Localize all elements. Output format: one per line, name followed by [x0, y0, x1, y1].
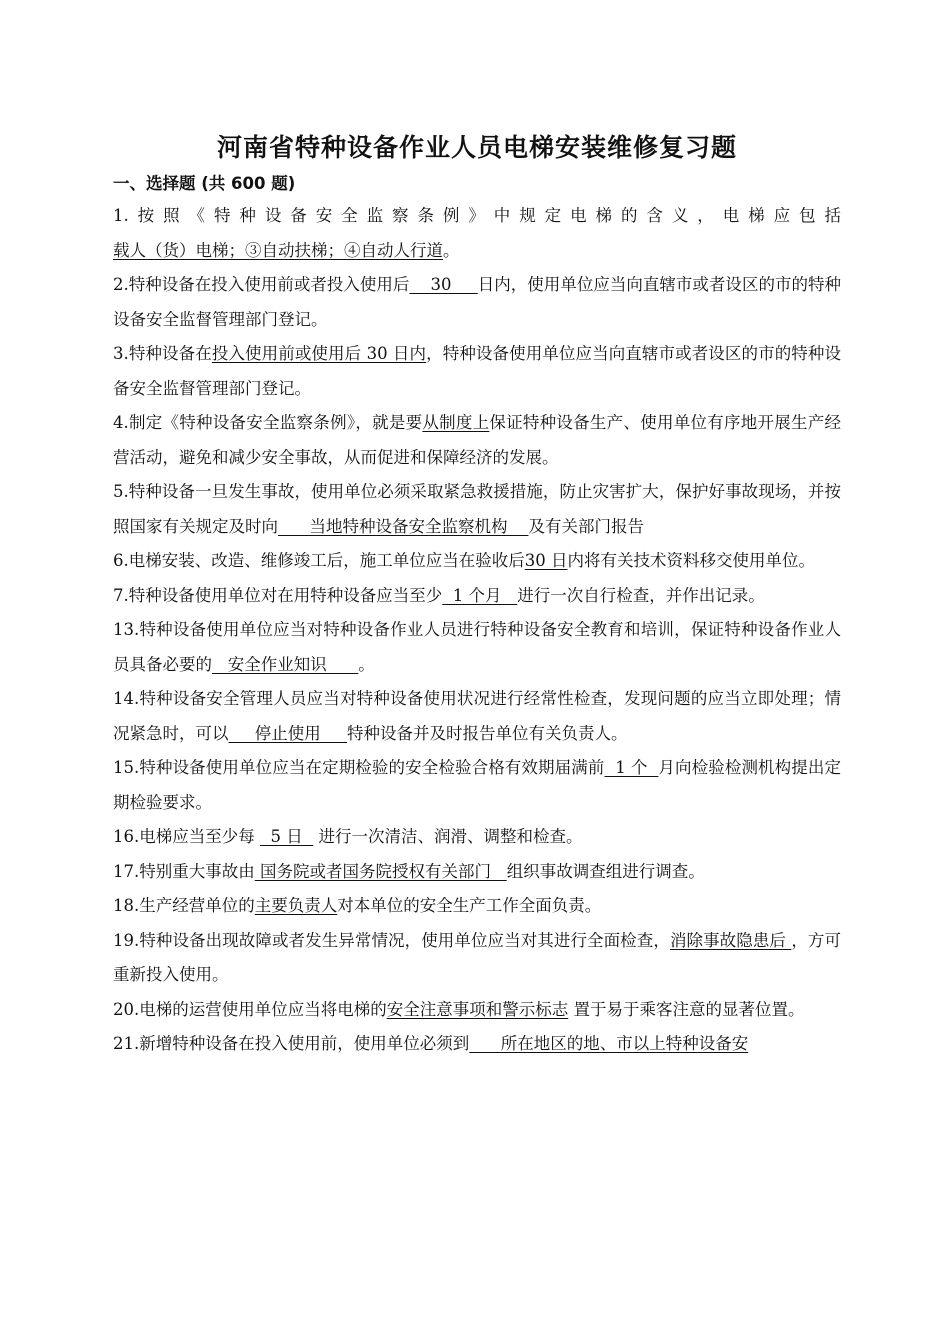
question-list	[113, 199, 841, 1062]
question-item	[113, 889, 841, 924]
question-text: 20.电梯的运营使用单位应当将电梯的	[113, 999, 387, 1019]
question-item	[113, 406, 841, 475]
question-text-tail: 保证特种设备生产、使用单位有序地开展生产经营活动，避免和减少安全事故，从而促进和保障经济的发展。	[113, 413, 842, 467]
answer-blank: 国务院或者国务院授权有关部门	[254, 861, 507, 881]
question-text: 6.电梯安装、改造、维修竣工后，施工单位应当在验收后	[113, 551, 525, 570]
question-text: 19.特种设备出现故障或者发生异常情况，使用单位应当对其进行全面检查，	[113, 930, 670, 950]
question-text: 3.特种设备在	[113, 344, 212, 363]
answer-blank: 1 个月	[442, 585, 518, 605]
answer-blank: 当地特种设备安全监察机构	[278, 516, 529, 536]
question-text: 7.特种设备使用单位对在用特种设备应当至少	[113, 585, 443, 605]
question-item	[113, 1027, 841, 1062]
question-text: 5.特种设备一旦发生事故，使用单位必须采取紧急救援措施，防止灾害扩大，保护好事故现场，并按照国家有关规定及时向	[113, 482, 841, 536]
question-item	[113, 924, 841, 993]
question-item	[113, 993, 841, 1028]
answer-blank: 安全注意事项和警示标志	[386, 999, 569, 1019]
question-item	[113, 613, 841, 682]
question-item	[113, 475, 841, 544]
question-text: 15.特种设备使用单位应当在定期检验的安全检验合格有效期届满前	[113, 758, 605, 777]
question-text-tail: 月向检验检测机构提出定期检验要求。	[113, 758, 842, 812]
question-text-tail: 。	[358, 654, 375, 674]
answer-blank: 30	[409, 275, 478, 294]
question-item	[113, 268, 841, 337]
document-page	[113, 128, 841, 1062]
answer-blank: 主要负责人	[254, 896, 338, 915]
question-item	[113, 544, 841, 579]
question-text-tail: 。	[443, 240, 460, 260]
question-text: 17.特别重大事故由	[113, 861, 255, 881]
answer-blank: 1 个	[604, 758, 659, 777]
question-item	[113, 751, 841, 820]
answer-blank: 停止使用	[228, 723, 347, 743]
question-item	[113, 579, 841, 614]
answer-blank: 消除事故隐患后	[669, 930, 792, 950]
question-item	[113, 337, 841, 406]
answer-blank: 载人（货）电梯；③自动扶梯；④自动人行道	[113, 240, 443, 260]
question-text-tail: 组织事故调查组进行调查。	[506, 861, 705, 881]
document-title: 河南省特种设备作业人员电梯安装维修复习题	[216, 133, 737, 162]
question-text: 21.新增特种设备在投入使用前，使用单位必须到	[113, 1034, 470, 1053]
answer-blank: 投入使用前或使用后 30 日内	[211, 344, 427, 363]
question-text: 14.特种设备安全管理人员应当对特种设备使用状况进行经常性检查，发现问题的应当立即处理；情况紧急时，可以	[113, 689, 841, 743]
answer-blank: 30 日	[524, 551, 568, 570]
question-text-tail: ，特种设备使用单位应当向直辖市或者设区的市的特种设备安全监督管理部门登记。	[113, 344, 841, 398]
question-text-tail: 及有关部门报告	[528, 516, 644, 536]
question-text: 2.特种设备在投入使用前或者投入使用后	[113, 275, 410, 294]
question-text-tail: 进行一次自行检查，并作出记录。	[517, 585, 765, 605]
question-text-tail: 日内，使用单位应当向直辖市或者设区的市的特种设备安全监督管理部门登记。	[113, 275, 842, 329]
question-item	[113, 199, 841, 268]
question-item	[113, 820, 841, 855]
question-text: 13.特种设备使用单位应当对特种设备作业人员进行特种设备安全教育和培训，保证特种设备作业人员具备必要的	[113, 620, 841, 674]
question-text: 1.按照《特种设备安全监察条例》中规定电梯的含义，电梯应包括	[113, 206, 841, 225]
question-text-tail: 内将有关技术资料移交使用单位。	[567, 551, 815, 570]
answer-blank: 从制度上	[422, 413, 490, 432]
answer-blank: 安全作业知识	[212, 654, 359, 674]
answer-blank: 5 日	[260, 827, 314, 846]
question-item	[113, 682, 841, 751]
question-text: 4.制定《特种设备安全监察条例》，就是要	[113, 413, 423, 432]
answer-blank: 所在地区的地、市以上特种设备安	[469, 1034, 749, 1053]
question-item	[113, 855, 841, 890]
question-text-tail: 进行一次清洁、润滑、调整和检查。	[313, 827, 583, 846]
question-text-tail: ，方可重新投入使用。	[113, 930, 842, 984]
question-text-tail: 置于易于乘客注意的显著位置。	[568, 999, 805, 1019]
question-text: 16.电梯应当至少每	[113, 827, 260, 846]
question-text-tail: 特种设备并及时报告单位有关负责人。	[346, 723, 628, 743]
question-text-tail: 对本单位的安全生产工作全面负责。	[337, 896, 602, 915]
section-heading: 一、选择题 (共 600 题)	[113, 174, 296, 193]
question-text: 18.生产经营单位的	[113, 896, 255, 915]
